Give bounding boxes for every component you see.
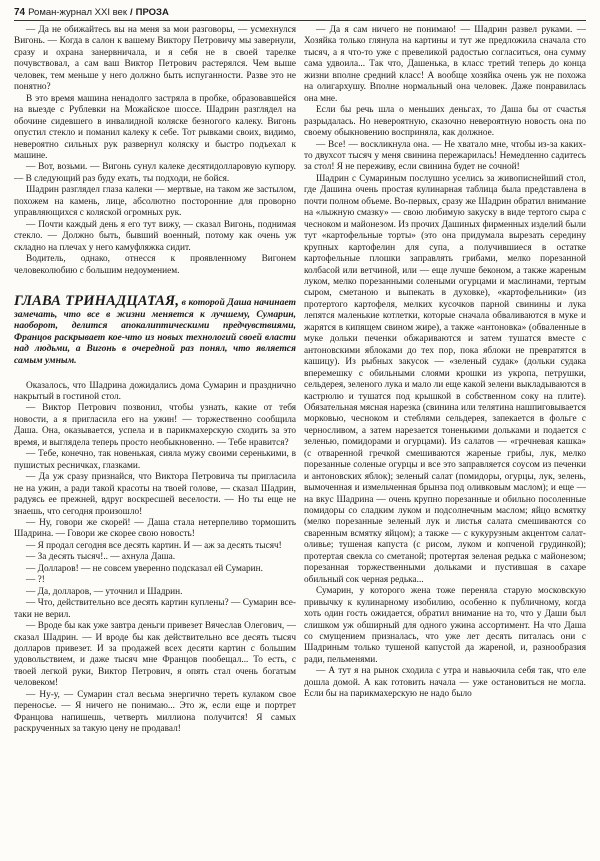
paragraph: — Да не обижайтесь вы на меня за мои разговоры, — усмехнулся Вигонь. — Когда в салон к вашему Виктору Петровичу мы завернули, сразу и охрана занервничала, и я себя не в своей тарелке почувствовал, а сам ваш Виктор Петрович растерялся. Чем выше человек, тем меньше у него должно быть испуганности. Разве это не понятно? [14, 25, 296, 93]
paragraph: — Что, действительно все десять картин куплены? — Сумарин все-таки не верил. [14, 598, 296, 620]
chapter-summary: в которой Даша начинает замечать, что все в жизни меняется к лучшему, Сумарин, наоборот, делится апокалиптическими предчувствиями, Францов раскрывает кое-что из новых технологий своей власти над людьми, а Вигонь в очередной раз понял, что является самым умным. [14, 296, 296, 366]
paragraph: — А тут я на рынок сходила с утра и навьючила себя так, что еле дошла домой. А как готовить начала — уже остановиться не могла. Если бы на парикмахерскую не надо было [304, 666, 586, 700]
paragraph: — Долларов! — не совсем уверенно подсказал ей Сумарин. [26, 563, 263, 574]
header-separator: / [129, 7, 133, 18]
paragraph: — Вроде бы как уже завтра деньги привезет Вячеслав Олегович, — сказал Шадрин. — И вроде бы как действительно все десять тысяч долларов привезет. И за продажей всех десяти картин с большим удовольствием, и даже тысяч мне Францов пообещал... То есть, с твоей легкой руки, Виктор Петрович, я опять стал очень богатым человеком! [14, 621, 296, 689]
paragraph: — Ну, говори же скорей! — Даша стала нетерпеливо тормошить Шадрина. — Говори же скорее свою новость! [14, 517, 296, 540]
paragraph: — Да уж сразу признайся, что Виктора Петровича ты пригласила не на ужин, а ради такой красоты на твоей голове, — сказал Шадрин, радуясь ее прежней, вдруг воскресшей веселости. — Но ты еще не знаешь, что сегодня произошло! [14, 472, 296, 517]
paragraph: — Вот, возьми. — Вигонь сунул калеке десятидолларовую купюру. — В следующий раз буду ехать, ты подходи, не бойся. [14, 162, 296, 184]
journal-title: Роман-журнал XXI век [28, 7, 127, 18]
paragraph: — За десять тысяч!.. — ахнула Даша. [26, 552, 176, 563]
paragraph: — Я продал сегодня все десять картин. И — аж за десять тысяч! [26, 540, 282, 551]
paragraph: Сумарин, у которого жена тоже переняла старую московскую привычку к кулинарному изобилию, особенно к публичному, когда хоть один гость ожидается, обратил внимание на то, что у Даши был слишком уж обширный для одного ужина ассортимент. На что Даша со смущением призналась, что уже лет десять питалась они с Шадриным только тушеной капустой да жареной, и, разнообразия ради, пельменями. [304, 586, 586, 665]
paragraph: Водитель, однако, отнесся к проявленному Вигонем человеколюбию с большим недоумением. [14, 254, 296, 276]
paragraph: Оказалось, что Шадрина дожидались дома Сумарин и празднично накрытый в гостиной стол. [14, 380, 296, 402]
header-rule [14, 20, 586, 21]
right-column [304, 25, 586, 855]
paragraph: — Тебе, конечно, так новенькая, сияла мужу своими серенькими, в пушистых ресничках, глазками. [14, 449, 296, 471]
paragraph: — Ну-у, — Сумарин стал весьма энергично тереть кулаком свое переносье. — Я ничего не понимаю... Это ж, если еще и портрет Францова напишешь, четверть миллиона получится! Я самых раскрученных за такую цену не продавал! [14, 689, 296, 735]
paragraph: — ?! [26, 575, 45, 586]
paragraph: Если бы речь шла о меньших деньгах, то Даша бы от счастья разрыдалась. Но невероятную, сказочно невероятную новость она по своему обыкновению восприняла, как должное. [304, 105, 586, 139]
chapter-heading [14, 292, 296, 367]
page-header [14, 6, 586, 20]
paragraph: — Да я сам ничего не понимаю! — Шадрин развел руками. — Хозяйка только глянула на картины и тут же предложила сначала сто тысяч, а я что-то уже с превеликой радостью согласиться, она сумму сама удвоила... Так что, Дашенька, в класс третий теперь до конца жизни вполне средний класс! А вообще хозяйка очень уж не похожа на олигархушу. Вполне нормальный она человек. Даже понравилась она мне. [304, 25, 586, 104]
paragraph: — Все! — воскликнула она. — Не хватало мне, чтобы из-за каких-то двухсот тысяч у меня свинина пережарилась! Немедленно садитесь за стол! Я не переживу, если свинина будет не сочной! [304, 139, 586, 173]
paragraph: Шадрин с Сумариным послушно уселись за живописнейший стол, где Дашина очень простая кулинарная таблица была представлена в почти полном объеме. Во-первых, сразу же Шадрин обратил внимание на «лыжную смазку» — свою любимую закуску в виде тертого сыра с чесноком и майонезом. Из прочих Дашиных фирменных изделий были тут «картофельные торты» (это она придумала вырезать середину крупных картофелин для супа, а получившиеся в остатке картофельные плошки заправлять грибами, мелко порезанной колбасой или ветчиной, или — еще лучше беконом, а также жареным луком, мелко порезанными солеными огурцами и маслинами, тертым сыром, сметаною и выпекать в духовке), «картофельники» (из протертого картофеля, мелких кусочков парной свинины и лука лепятся маленькие котлетки, которые сначала обваливаются в муке и жарятся в кипящем свином жире), а также «антоновка» (обваленные в муке дольки печенки обжариваются и затем тушатся вместе с антоновскими яблоками до тех пор, пока яблоки не превратятся в кашицу). Из рыбных закусок — «зеленый судак» (дольки судака вперемешку с обильными слоями крошки из укропа, петрушки, сельдерея, зеленого лука и мало ли еще какой зелени выкладываются в кастрюлю и тушатся под крышкой в собственном соку на плите). Обязательная мясная нарезка (свинина или телятина нашпиговывается морковью, чесноком и стеблями сельдерея, запекается в фольге с черносливом, а затем нарезается тоненькими дольками и подается с зеленью, помидорами и огурцами). Из салатов — «гречневая кашка» (с отваренной гречкой смешиваются жареные грибы, лук, мелко порезанные соленые огурцы и все это заправляется соусом из печенки и антоновских яблок); зеленый салат (помидоры, огурцы, лук, зелень, вымоченная и измельченная брынза под оливковым маслом); и еще — на вкус Шадрина — очень крупно порезанные и обильно посоленные помидоры со сладким луком и подсолнечным маслом; яйцо всмятку (мелко порезанные зеленый лук и листья салата смешиваются со сваренным всмятку яйцом); а также — с кукурузным акцентом салат-оливье; тушеная капуста (с рисом, луком и копченой грудинкой); протертая свекла со сметаной; протертая зеленая редька с майонезом; порезанная торжественными дольками и пустившая в сахаре обильный сок черная редька... [304, 173, 586, 585]
chapter-title: ГЛАВА ТРИНАДЦАТАЯ, [14, 292, 180, 309]
page-number: 74 [14, 7, 26, 18]
paragraph: — Почти каждый день я его тут вижу, — сказал Вигонь, поднимая стекло. — Должно быть, бывший военный, потому как очень уж складно на плечах у него камуфляжка сидит. [14, 219, 296, 253]
paragraph: В это время машина ненадолго застряла в пробке, образовавшейся на выезде с Рублевки на Можайское шоссе. Шадрин разглядел на обочине сидевшего в инвалидной коляске безногого калеку. Вигонь опустил стекло и поманил калеку к себе. Тот рывками своих, видимо, невероятно сильных рук развернул коляску и быстро подъехал к машине. [14, 93, 296, 161]
paragraph: — Виктор Петрович позвонил, чтобы узнать, какие от тебя новости, а я пригласила его на ужин! — торжественно сообщила Даша. Она, оказывается, успела и в парикмахерскую сходить за это время, и выглядела теперь просто необыкновенно. — Тебе нравится? [14, 403, 296, 448]
paragraph: — Да, долларов, — уточнил и Шадрин. [26, 586, 183, 597]
paragraph: Шадрин разглядел глаза калеки — мертвые, на таком же застылом, похожем на камень, лице, абсолютно посторонние для проворно управляющихся с коляской огромных рук. [14, 185, 296, 219]
section-title: ПРОЗА [135, 7, 169, 18]
left-column [14, 25, 296, 855]
